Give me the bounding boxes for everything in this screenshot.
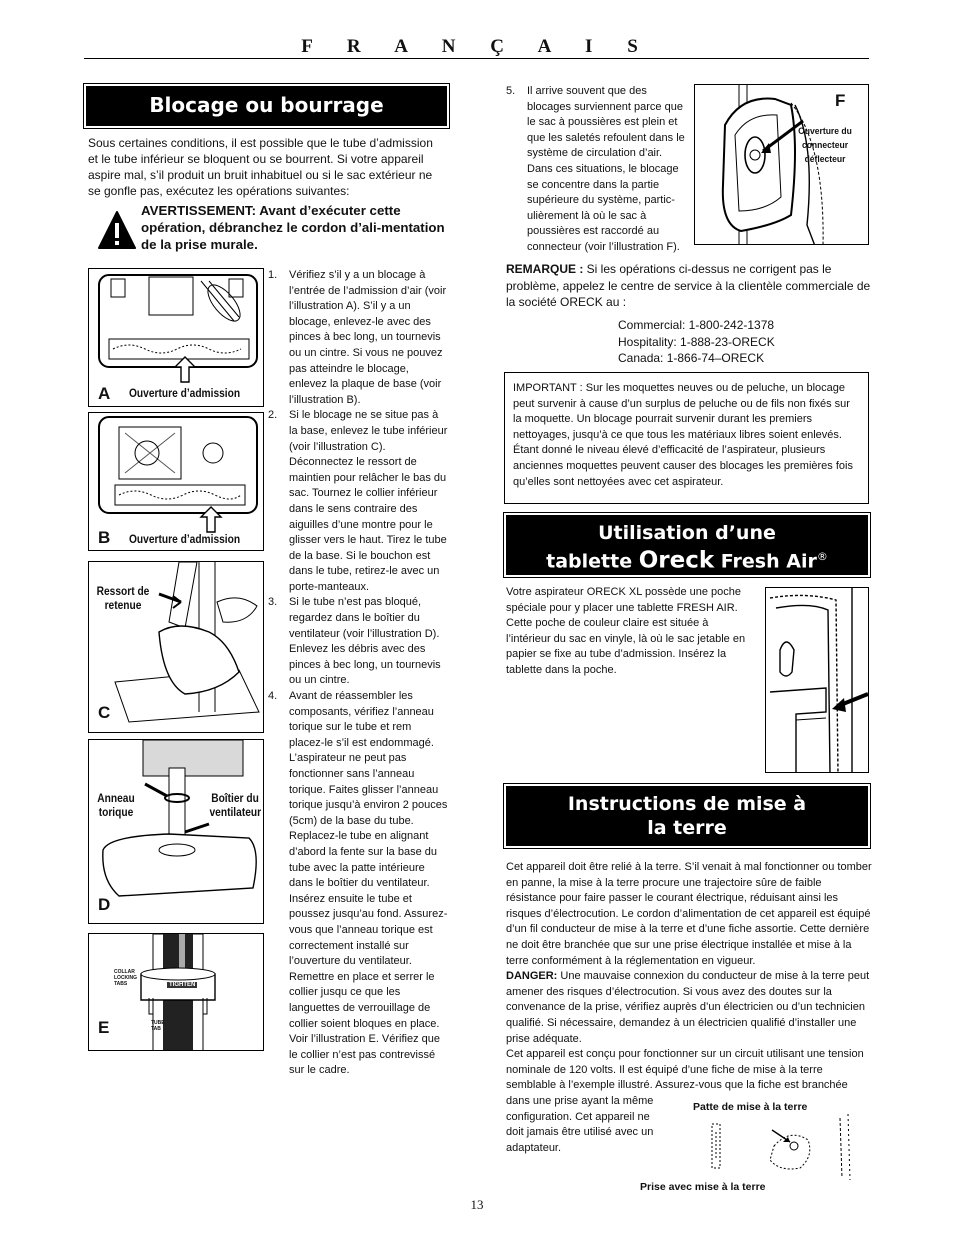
list-item — [268, 268, 448, 408]
label-patte: Patte de mise à la terre — [693, 1101, 808, 1113]
figure-b-drawing — [89, 413, 264, 551]
pocket-illustration — [766, 588, 869, 773]
figure-e-label-collar: COLLAR LOCKING TABS — [114, 969, 138, 987]
tablette-title-a: tablette — [546, 550, 639, 573]
tablette-title-line2 — [507, 545, 867, 573]
figure-c-caption: Ressort de retenue — [96, 584, 150, 612]
step-number: 5. — [506, 85, 516, 97]
tablette-title-b: Fresh Air — [714, 550, 817, 573]
step-number: 1. — [268, 269, 278, 281]
blocage-step-5 — [506, 84, 686, 256]
blocage-intro: Sous certaines conditions, il est possible que le tube d’admission et le tube inférieur se bloquent ou se bourrent. Si votre appareil aspire mal, s’il produit un bruit inhabituel ou si le sac extérieur ne se gonfle pas, exécutez les opérations suivantes: — [88, 136, 433, 198]
figure-b-letter: B — [98, 528, 111, 547]
figure-f — [694, 84, 869, 245]
figure-a-caption: Ouverture d’admission — [129, 386, 241, 400]
step-text: Si le tube n’est pas bloqué, regardez dans le boîtier du ventilateur (voir l’illustration D). Enlevez les débris avec des pinces à bec long, un tournevis ou un cintre. — [289, 596, 441, 687]
section-title-blocage — [86, 86, 447, 126]
step-number: 2. — [268, 409, 278, 422]
step-text: Avant de réassembler les composants, vérifiez l’anneau torique sur le tube et rem placez-le s’il est endommagé. L’aspirateur ne peut pas fonctionner sans l’anneau torique. Faites glisser l’anneau torique jusqu’à environ 2 pouces (5cm) de la base du tube. Replacez-le tube en alignant d’abord la fente sur la base du tube avec la patte intérieure dans le boîtier du ventilateur. Insérez ensuite le tube et poussez jusqu’au fond. Assurez-vous que l’anneau torique est correctement installé sur l’ouverture du ventilateur. Remettre en place et serrer le collier jusqu ce que les languettes de verrouillage de collier soient bloques en place. Voir l’illustration E. Vérifiez que le collier n’est pas contrevissé sur le cadre. — [289, 690, 448, 1077]
terre-text — [506, 860, 872, 1094]
figure-d — [88, 739, 264, 924]
remarque-paragraph — [506, 261, 872, 311]
figure-a — [88, 268, 264, 407]
registered-mark: ® — [816, 550, 828, 563]
warning-text: AVERTISSEMENT: Avant d’exécuter cette opération, débranchez le cordon d’ali-mentation de la prise murale. — [141, 203, 445, 252]
figure-d-caption-1: Anneau torique — [97, 791, 135, 819]
figure-b-caption: Ouverture d’admission — [129, 532, 241, 546]
blocage-steps — [268, 268, 448, 1079]
figure-pocket — [765, 587, 869, 773]
terre-para-3: Cet appareil est conçu pour fonctionner sur un circuit utilisant une tension nominale de 120 volts. Il est équipé d’une fiche de mise à la terre semblable à l’exemple illustré. Assurez-vous que la fiche est branchée — [506, 1048, 864, 1092]
language-header: F R A N Ç A I S — [301, 36, 653, 57]
plug-illustration — [690, 1098, 870, 1190]
remarque-text: Si les opérations ci-dessus ne corrigent pas le problème, appelez le centre de service à la clientèle commerciale de la société ORECK au : — [506, 262, 871, 309]
figure-c-letter: C — [98, 703, 111, 722]
step-text: Vérifiez s’il y a un blocage à l’entrée de l’admission d’air (voir l’illustration A). S’il y a un blocage, enlevez-le avec des pinces à bec long, un tournevis ou un cintre. Si vous ne pouvez pas atteindre le blocage, enlevez la plaque de base (voir l’illustration B). — [289, 269, 447, 406]
list-item — [268, 595, 448, 689]
figure-b — [88, 412, 264, 551]
danger-text: Une mauvaise connexion du conducteur de mise à la terre peut amener des risques d’électrocution. Si vous avez des doutes sur la convenance de la prise, vérifiez auprès d’un électricien ou d’un technicien qualifié. Si nécessaire, demandez à un électricien qualifié d’installer une prise adéquate. — [506, 970, 870, 1045]
header-rule — [84, 58, 869, 59]
label-prise: Prise avec mise à la terre — [640, 1181, 766, 1193]
important-text: IMPORTANT : Sur les moquettes neuves ou de peluche, un blocage peut survenir à cause d’un surplus de peluche ou de fils non fixés sur la moquette. Un blocage pourrait survenir durant les premiers nettoyages, jusqu’à ce que tous les matériaux libres soient enlevés. Étant donné le niveau élevé d’efficacité de l’aspirateur, plusieurs anciennes moquettes peuvent causer des blocages les premières fois qu’elles sont nettoyées avec cet aspirateur. — [513, 382, 853, 488]
blocage-title-text: Blocage ou bourrage — [149, 93, 384, 117]
figure-e-label-tube-tab: TUBE TAB — [151, 1020, 165, 1032]
figure-e-label-tighten: TIGHTEN — [169, 982, 196, 988]
figure-d-caption-2: Boîtier du ventilateur — [209, 791, 262, 819]
plug-drawing — [690, 1112, 870, 1182]
list-item — [268, 689, 448, 1079]
figure-d-letter: D — [98, 895, 111, 914]
figure-f-letter: F — [835, 91, 846, 110]
terre-para-danger — [506, 969, 872, 1047]
step-number: 3. — [268, 596, 278, 609]
remarque-label: REMARQUE : — [506, 262, 584, 276]
section-title-tablette — [506, 515, 868, 575]
terre-title-line2: la terre — [647, 817, 727, 839]
figure-e-letter: E — [98, 1018, 110, 1037]
warning-block — [88, 202, 448, 254]
figure-e — [88, 933, 264, 1051]
list-item — [268, 408, 448, 595]
figure-e-drawing — [89, 934, 264, 1051]
tablette-text: Votre aspirateur ORECK XL possède une poche spéciale pour y placer une tablette FRESH AIR. Cette poche de couleur claire est située à l’intérieur du sac en vinyle, là où le sac jetable en papier se fixe au tube d’admission. Insérez la tablette dans la poche. — [506, 586, 746, 676]
contact-hospitality: Hospitality: 1-888-23-ORECK — [618, 334, 775, 349]
terre-title-line1: Instructions de mise à — [567, 793, 807, 815]
figure-f-caption: Ouverture du connecteur déflecteur — [798, 126, 852, 165]
list-item — [506, 84, 686, 256]
section-title-terre — [506, 786, 868, 846]
step-text: Si le blocage ne se situe pas à la base, enlevez le tube inférieur (voir l’illustration C). Déconnectez le ressort de maintien pour relâcher le bas du sac. Tournez le collier inférieur dans le sens contraire des aiguilles d’une montre pour le glisser vers le haut. Tirez le tube de la base. Si le bouchon est dans le tube, retirez-le avec un porte-manteaux. — [289, 409, 448, 593]
tablette-title-brand: Oreck — [638, 547, 715, 574]
contact-commercial: Commercial: 1-800-242-1378 — [618, 318, 775, 332]
step-text: Il arrive souvent que des blocages surviennent parce que le sac à poussières est plein et que les saletés refoulent dans le système de circulation d’air. Dans ces situations, le blocage se concentre dans la partie supérieure du système, partic-ulièrement là où le sac à poussières est raccordé au connecteur (voir l’illustration F). — [527, 85, 685, 253]
warning-triangle-icon — [98, 210, 136, 250]
terre-para-1: Cet appareil doit être relié à la terre. S’il venait à mal fonctionner ou tomber en panne, la mise à la terre procure une trajectoire sûre de faible résistance pour faire passer le courant électrique, réduisant ainsi les risques d’électrocution. Le cordon d’alimentation de cet appareil est équipé d’un fil conducteur de mise à la terre et d’une fiche assortie. Cette dernière ne doit être branchée que sur une prise électrique installée et mise à la terre conformément à la réglementation en vigueur. — [506, 861, 872, 967]
danger-label: DANGER: — [506, 970, 558, 983]
figure-d-drawing — [89, 740, 264, 924]
figure-a-letter: A — [98, 384, 111, 403]
important-box — [504, 372, 869, 504]
step-number: 4. — [268, 690, 278, 703]
tablette-title-line1: Utilisation d’une — [598, 522, 776, 544]
contact-canada: Canada: 1-866-74–ORECK — [618, 351, 765, 365]
figure-c — [88, 561, 264, 733]
contact-list — [618, 317, 858, 367]
terre-para-3b: dans une prise ayant la même configuration. Cet appareil ne doit jamais être utilisé avec un adaptateur. — [506, 1095, 654, 1154]
page-number: 13 — [470, 1197, 484, 1212]
